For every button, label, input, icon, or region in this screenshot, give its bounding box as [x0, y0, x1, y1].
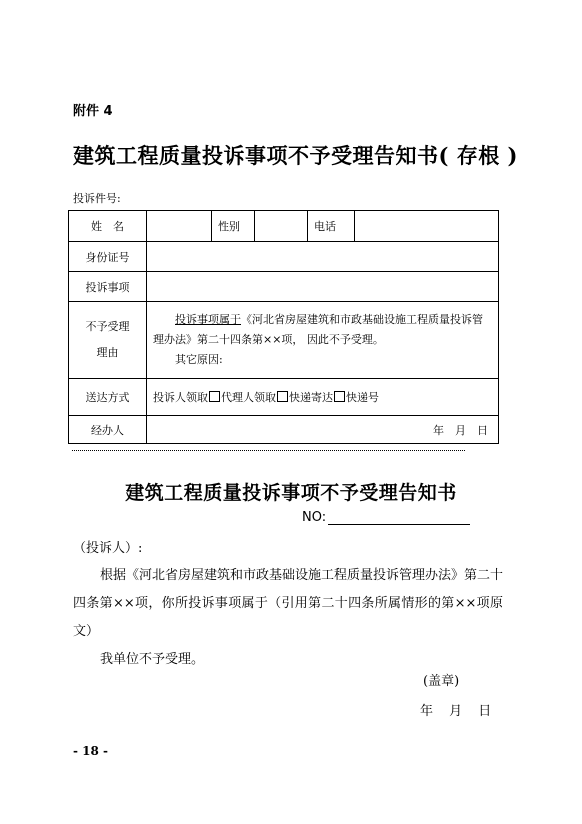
matter-cell[interactable] [147, 272, 499, 302]
reason-text-rest: 《河北省房屋建筑和市政基础设施工程质量投诉管理办法》第二十四条第××项， 因此不予受理。 [153, 313, 483, 346]
seal-label: (盖章) [423, 674, 460, 689]
notice-date: 年 月 日 [420, 704, 492, 719]
reason-label-line-2: 理由 [96, 346, 119, 359]
gender-cell[interactable] [255, 211, 308, 242]
name-cell[interactable] [147, 211, 212, 242]
notice-number [302, 510, 470, 525]
handler-label: 经办人 [69, 416, 147, 444]
reason-cell [147, 302, 499, 379]
checkbox-courier[interactable] [277, 391, 288, 402]
other-reason: 其它原因: [175, 353, 223, 366]
phone-cell[interactable] [355, 211, 499, 242]
checkbox-tracking[interactable] [334, 391, 345, 402]
complainant-line: （投诉人）: [73, 541, 143, 556]
delivery-options [147, 379, 499, 416]
reason-text-underlined: 投诉事项属于 [175, 313, 241, 326]
table-row [69, 242, 499, 272]
page-number: - 18 - [73, 744, 109, 758]
no-label: NO: [302, 510, 327, 525]
name-label: 姓 名 [69, 211, 147, 242]
notice-title: 建筑工程质量投诉事项不予受理告知书 [125, 482, 457, 504]
attachment-label: 附件 4 [73, 104, 113, 119]
checkbox-agent-pickup[interactable] [209, 391, 220, 402]
case-number-label: 投诉件号: [73, 192, 121, 205]
table-row [69, 416, 499, 444]
delivery-option-complainant: 投诉人领取 [153, 391, 208, 404]
table-row [69, 272, 499, 302]
delivery-option-tracking: 快递号 [346, 391, 379, 404]
phone-label: 电话 [308, 211, 355, 242]
stub-table [68, 210, 499, 444]
notice-number-field[interactable] [328, 511, 470, 525]
reason-text [153, 310, 492, 350]
cut-line-divider [72, 450, 465, 451]
matter-label: 投诉事项 [69, 272, 147, 302]
table-row [69, 302, 499, 379]
reason-label [69, 302, 147, 379]
id-cell[interactable] [147, 242, 499, 272]
handler-date: 年 月 日 [147, 416, 499, 444]
delivery-option-agent: 代理人领取 [221, 391, 276, 404]
table-row [69, 211, 499, 242]
id-label: 身份证号 [69, 242, 147, 272]
table-row [69, 379, 499, 416]
delivery-option-courier: 快递寄达 [289, 391, 333, 404]
body-paragraph-decision: 我单位不予受理。 [100, 652, 205, 667]
reason-label-line-1: 不予受理 [85, 320, 130, 333]
gender-label: 性别 [212, 211, 255, 242]
delivery-label: 送达方式 [69, 379, 147, 416]
body-paragraph: 根据《河北省房屋建筑和市政基础设施工程质量投诉管理办法》第二十四条第××项，你所投诉事项属于（引用第二十四条所属情形的第××项原文） [73, 568, 504, 639]
stub-title: 建筑工程质量投诉事项不予受理告知书( 存根 ) [73, 143, 518, 168]
